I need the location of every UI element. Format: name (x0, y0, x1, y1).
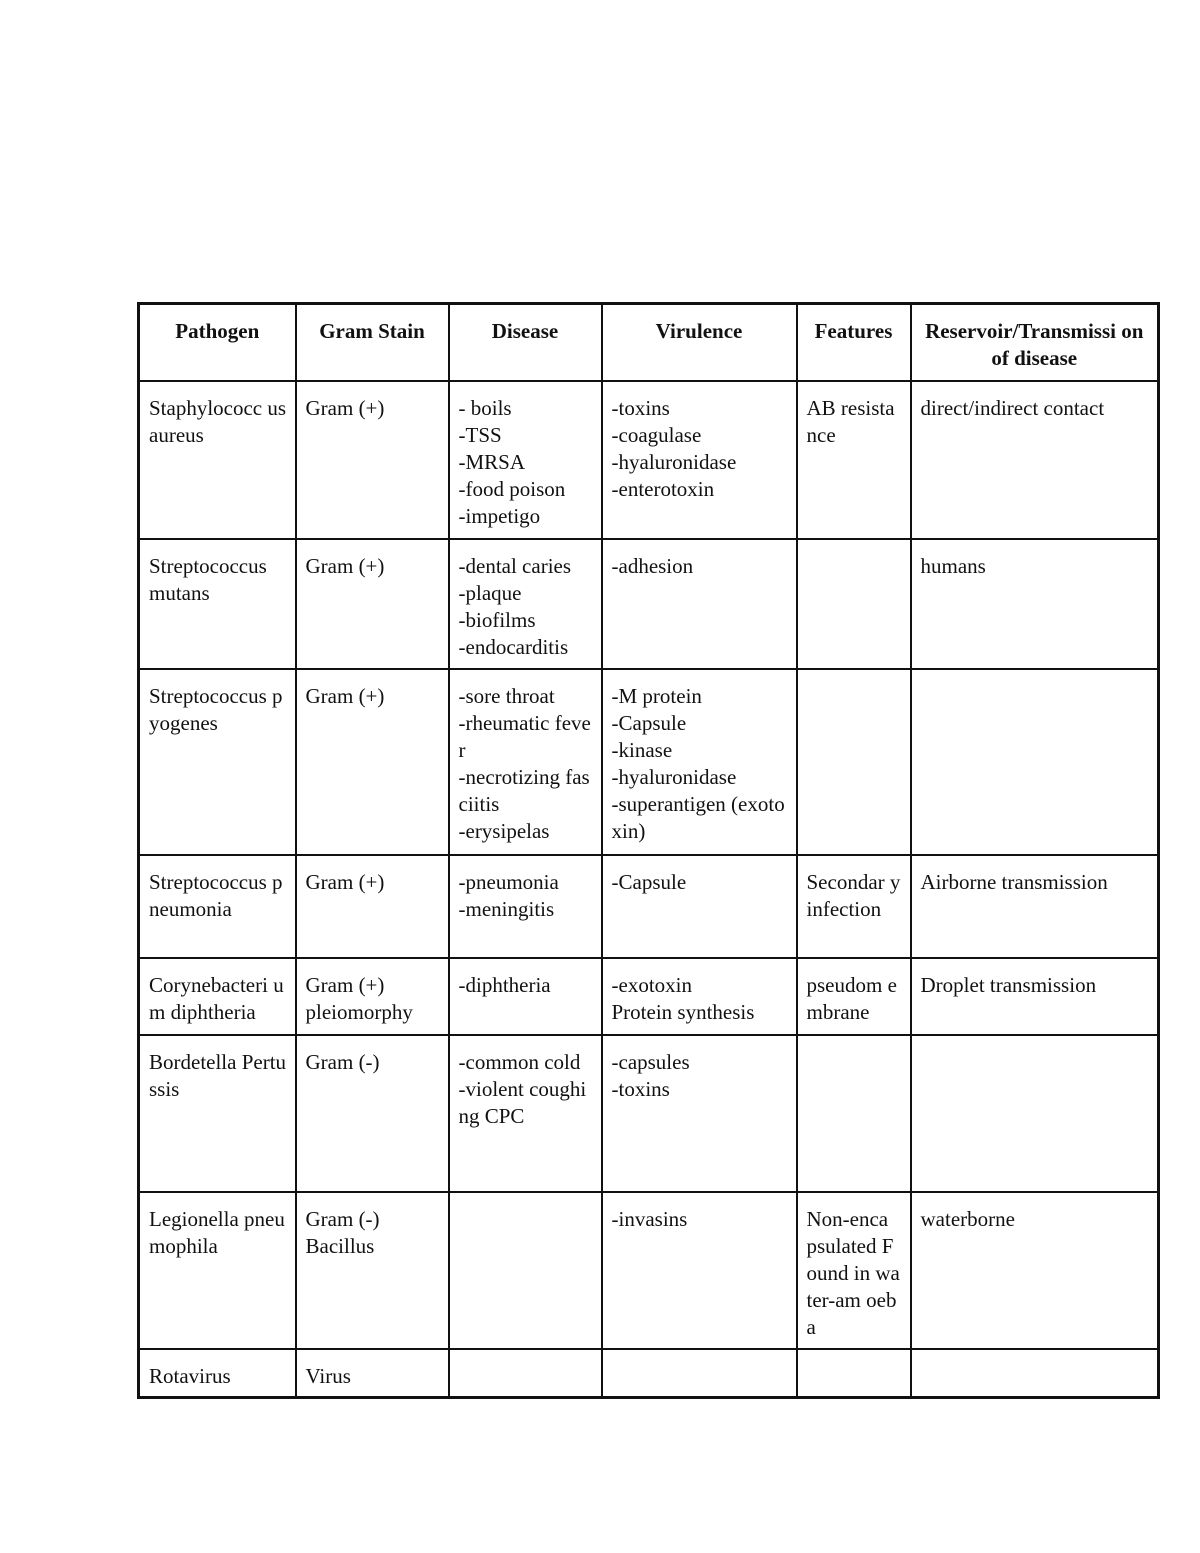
header-virulence: Virulence (602, 304, 797, 381)
table-row (139, 669, 1159, 855)
cell-reservoir: direct/indirect contact (911, 381, 1159, 539)
header-disease: Disease (449, 304, 602, 381)
cell-disease: -pneumonia -meningitis (449, 855, 602, 958)
cell-virulence: -exotoxin Protein synthesis (602, 958, 797, 1035)
cell-features: pseudom embrane (797, 958, 911, 1035)
cell-features (797, 669, 911, 855)
cell-reservoir: Airborne transmission (911, 855, 1159, 958)
cell-virulence: -capsules -toxins (602, 1035, 797, 1192)
cell-gram-stain: Gram (+) (296, 539, 449, 669)
cell-virulence: -toxins -coagulase -hyaluronidase -enterotoxin (602, 381, 797, 539)
pathogen-table (137, 302, 1160, 1399)
header-row (139, 304, 1159, 381)
cell-virulence: -invasins (602, 1192, 797, 1349)
cell-virulence: -adhesion (602, 539, 797, 669)
cell-reservoir (911, 1349, 1159, 1398)
cell-disease: - boils -TSS -MRSA -food poison -impetigo (449, 381, 602, 539)
cell-pathogen: Bordetella Pertussis (139, 1035, 296, 1192)
cell-reservoir (911, 669, 1159, 855)
cell-pathogen: Staphylococc us aureus (139, 381, 296, 539)
header-reservoir: Reservoir/Transmissi on of disease (911, 304, 1159, 381)
cell-disease: -common cold -violent coughing CPC (449, 1035, 602, 1192)
cell-virulence: -Capsule (602, 855, 797, 958)
cell-pathogen: Streptococcus mutans (139, 539, 296, 669)
cell-reservoir: Droplet transmission (911, 958, 1159, 1035)
cell-features: Secondar y infection (797, 855, 911, 958)
cell-virulence (602, 1349, 797, 1398)
cell-gram-stain: Virus (296, 1349, 449, 1398)
cell-pathogen: Streptococcus pneumonia (139, 855, 296, 958)
cell-gram-stain: Gram (+) (296, 669, 449, 855)
cell-disease: -sore throat -rheumatic fever -necrotizing fasciitis -erysipelas (449, 669, 602, 855)
cell-disease (449, 1192, 602, 1349)
cell-gram-stain: Gram (+) (296, 855, 449, 958)
cell-pathogen: Corynebacteri um diphtheria (139, 958, 296, 1035)
cell-reservoir (911, 1035, 1159, 1192)
cell-features (797, 1035, 911, 1192)
cell-reservoir: waterborne (911, 1192, 1159, 1349)
table-header (139, 304, 1159, 381)
cell-gram-stain: Gram (-) (296, 1035, 449, 1192)
cell-features (797, 1349, 911, 1398)
cell-pathogen: Legionella pneumophila (139, 1192, 296, 1349)
table-row (139, 381, 1159, 539)
cell-virulence: -M protein -Capsule -kinase -hyaluronidase -superantigen (exotoxin) (602, 669, 797, 855)
cell-features: AB resistance (797, 381, 911, 539)
header-pathogen: Pathogen (139, 304, 296, 381)
table-row (139, 1349, 1159, 1398)
cell-reservoir: humans (911, 539, 1159, 669)
table-row (139, 958, 1159, 1035)
cell-gram-stain: Gram (+) (296, 381, 449, 539)
header-features: Features (797, 304, 911, 381)
cell-disease (449, 1349, 602, 1398)
header-gram-stain: Gram Stain (296, 304, 449, 381)
table-row (139, 855, 1159, 958)
cell-features: Non-enca psulated Found in water-am oeba (797, 1192, 911, 1349)
cell-pathogen: Streptococcus pyogenes (139, 669, 296, 855)
cell-pathogen: Rotavirus (139, 1349, 296, 1398)
table-row (139, 1035, 1159, 1192)
cell-features (797, 539, 911, 669)
table-body (139, 381, 1159, 1398)
table-row (139, 1192, 1159, 1349)
cell-gram-stain: Gram (+) pleiomorphy (296, 958, 449, 1035)
cell-disease: -diphtheria (449, 958, 602, 1035)
table-row (139, 539, 1159, 669)
cell-disease: -dental caries -plaque -biofilms -endocarditis (449, 539, 602, 669)
cell-gram-stain: Gram (-) Bacillus (296, 1192, 449, 1349)
